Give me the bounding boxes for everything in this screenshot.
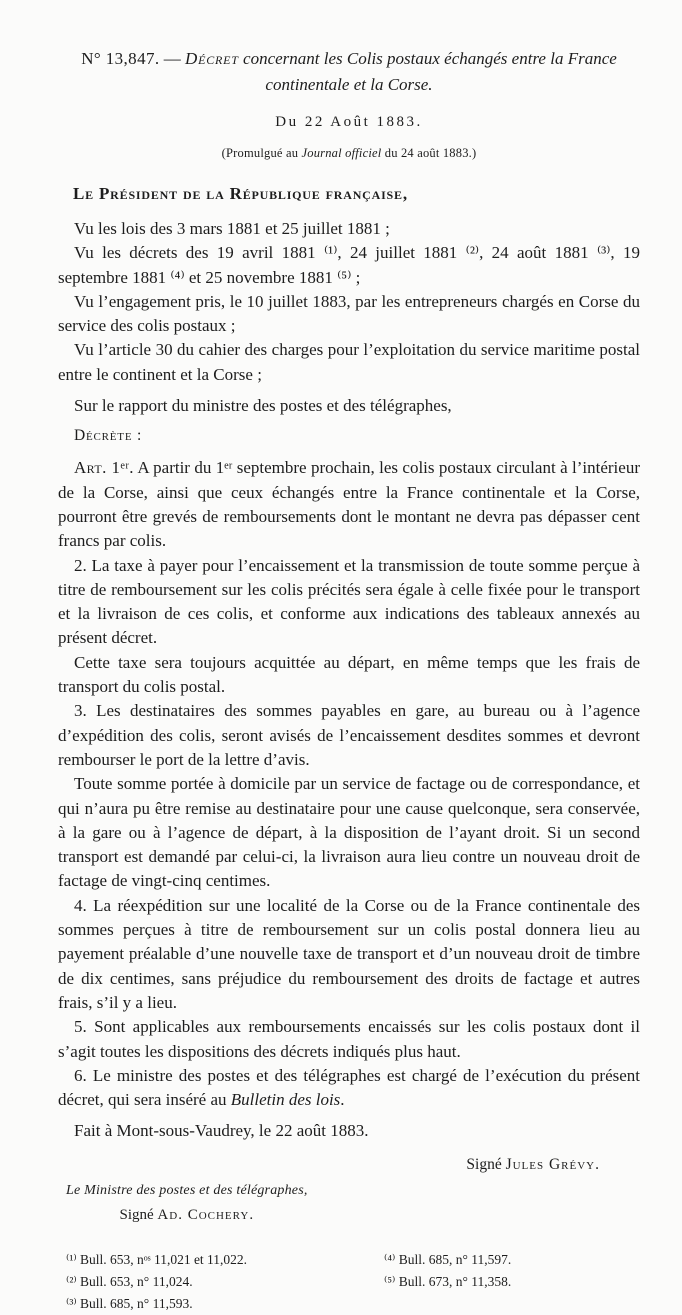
signed-label: Signé: [466, 1155, 506, 1173]
signed-label: Signé: [119, 1206, 158, 1223]
footnote-1: ⁽¹⁾ Bull. 653, nᵒˢ 11,021 et 11,022.: [66, 1251, 248, 1267]
salutation: Le Président de la République française,: [73, 184, 408, 203]
article-4-paragraph: 4. La réexpédition sur une localité de la Corse ou de la France continentale des sommes perçues à titre de remboursement sur un colis postal donnera lieu au payement préalable d’une nouvelle taxe de transport et d’un nouveau droit de timbre de dix centimes, sans préjudice du remboursement des droits de factage et autres frais, s’il y a lieu.: [58, 895, 640, 1012]
article-5-paragraph: 5. Sont applicables aux remboursements encaissés sur les colis postaux dont il s’agit toutes les dispositions des décrets indiqués plus haut.: [58, 1017, 640, 1061]
preamble-paragraph-laws: Vu les lois des 3 mars 1881 et 25 juillet 1881 ;: [74, 219, 390, 238]
promulgation-line: [58, 146, 640, 161]
footnote-2: ⁽²⁾ Bull. 653, n° 11,024.: [66, 1273, 193, 1289]
preamble-paragraph-engagement: Vu l’engagement pris, le 10 juillet 1883, par les entrepreneurs chargés en Corse du service des colis postaux ;: [58, 291, 640, 336]
article-2-continuation: Cette taxe sera toujours acquittée au départ, en même temps que les frais de transport du colis postal.: [58, 652, 640, 697]
closing-line: Fait à Mont-sous-Vaudrey, le 22 août 1883.: [74, 1121, 369, 1141]
minister-name: Ad. Cochery.: [157, 1206, 255, 1223]
article-2-paragraph: 2. La taxe à payer pour l’encaissement et la transmission de toute somme perçue à titre de remboursement sur les colis précités sera égale à celle fixée pour le transport et la livraison de ces colis, et conforme aux indications des tableaux annexés au présent décret.: [58, 555, 640, 648]
journal-officiel-reference: Journal officiel: [301, 146, 382, 160]
title-dash: —: [163, 49, 181, 68]
preamble-paragraph-article30: Vu l’article 30 du cahier des charges pour l’exploitation du service maritime postal entre le continent et la Corse ;: [58, 340, 640, 384]
decree-title-keyword: Décret: [185, 49, 239, 68]
footnote-4: ⁽⁴⁾ Bull. 685, n° 11,597.: [384, 1251, 512, 1267]
bulletin-des-lois-reference: Bulletin des lois: [230, 1090, 341, 1110]
minister-title: Le Ministre des postes et des télégraphes,: [66, 1182, 308, 1198]
article-3-paragraph: 3. Les destinataires des sommes payables en gare, au bureau ou à l’agence d’expédition des colis, seront avisés de l’encaissement desdites sommes et devront rembourser le port de la lettre d’avis.: [58, 701, 640, 769]
article-1-text: A partir du 1ᵉʳ septembre prochain, les colis postaux circulant à l’intérieur de la Corse, ainsi que ceux échangés entre la France continentale et la Corse, pourront être grevés de remboursements dont le montant ne devra pas dépasser cent francs par colis.: [58, 458, 640, 551]
minister-signature-block: [66, 1183, 308, 1224]
president-name: Jules Grévy.: [505, 1155, 600, 1173]
article-6-paragraph: [58, 1064, 640, 1113]
date-line: Du 22 Août 1883.: [275, 114, 423, 130]
article-6-period: .: [340, 1090, 345, 1110]
preamble-block: [58, 217, 640, 418]
decree-number: N° 13,847.: [81, 49, 160, 68]
document-title: [75, 46, 623, 97]
preamble-paragraph-report: Sur le rapport du ministre des postes et des télégraphes,: [74, 396, 452, 416]
decree-title-text: concernant les Colis postaux échangés entre la France continentale et la Corse.: [243, 49, 617, 94]
footnotes-left-column: [58, 1249, 384, 1315]
decree-word: Décrète :: [74, 427, 143, 445]
articles-block: [58, 456, 640, 1112]
president-signature: [58, 1156, 600, 1174]
article-1-label: Art. 1ᵉʳ.: [74, 458, 134, 478]
footnotes-block: [58, 1249, 640, 1315]
promulgation-pre: (Promulgué au: [221, 146, 302, 160]
footnotes-right-column: [384, 1249, 640, 1315]
promulgation-post: du 24 août 1883.): [381, 146, 477, 160]
article-6-text: 6. Le ministre des postes et des télégraphes est chargé de l’exécution du présent décret, qui sera inséré au: [58, 1065, 640, 1110]
article-3-continuation: Toute somme portée à domicile par un service de factage ou de correspondance, et qui n’aura pu être remise au destinataire pour une cause quelconque, sera conservée, à la gare ou à l’agence de départ, à la disposition de l’ayant droit. Si un second transport est demandé par celui-ci, la livraison aura lieu contre un nouveau droit de factage de vingt-cinq centimes.: [58, 774, 640, 891]
footnote-3: ⁽³⁾ Bull. 685, n° 11,593.: [66, 1296, 193, 1312]
preamble-paragraph-decrees: Vu les décrets des 19 avril 1881 ⁽¹⁾, 24 juillet 1881 ⁽²⁾, 24 août 1881 ⁽³⁾, 19 septembre 1881 ⁽⁴⁾ et 25 novembre 1881 ⁽⁵⁾ ;: [58, 243, 640, 287]
article-1-paragraph: [58, 456, 640, 553]
footnote-5: ⁽⁵⁾ Bull. 673, n° 11,358.: [384, 1273, 512, 1289]
minister-signature: [66, 1207, 308, 1224]
